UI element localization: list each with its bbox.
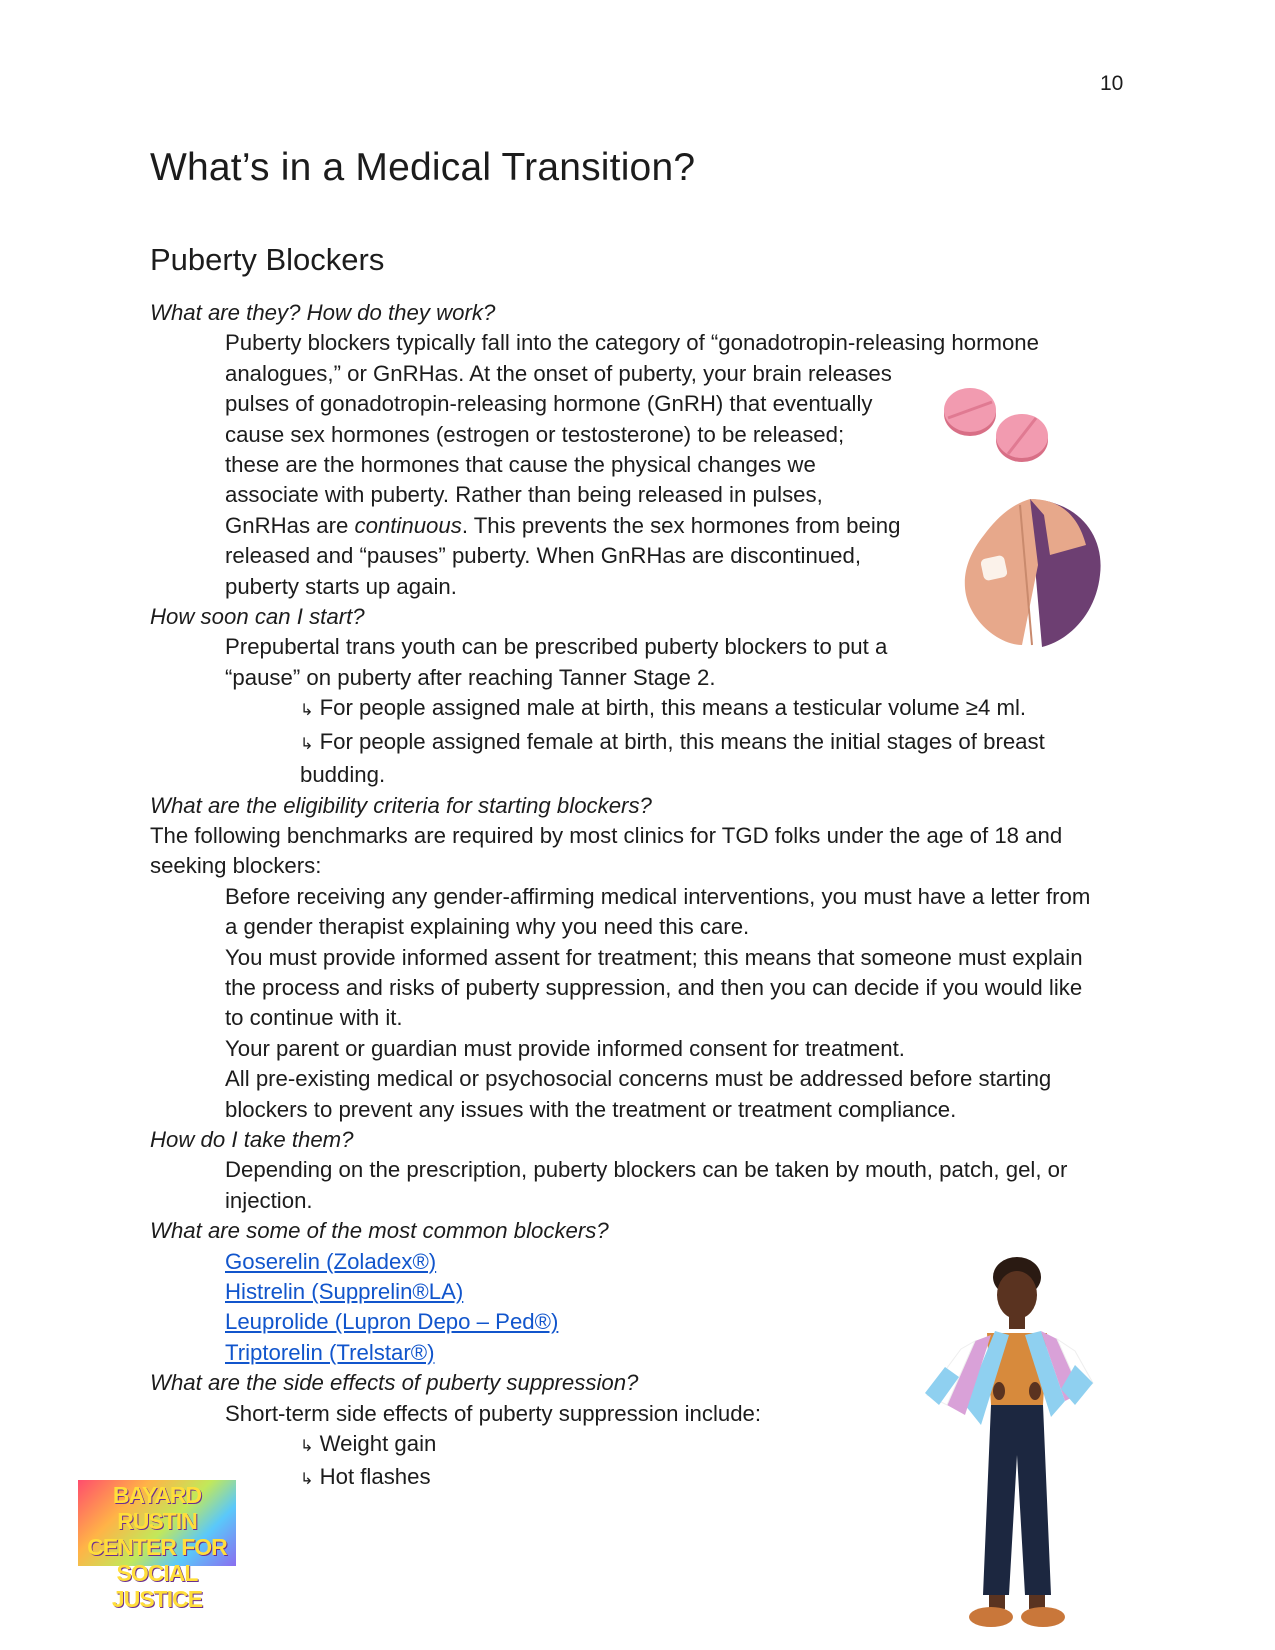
paragraph-line: Puberty blockers typically fall into the category of “gonadotropin-releasing hormone xyxy=(225,330,1039,356)
arrow-icon: ↳ xyxy=(300,735,314,753)
question-eligibility: What are the eligibility criteria for starting blockers? xyxy=(150,792,652,818)
paragraph-line xyxy=(150,511,955,541)
logo-line: BAYARD RUSTIN xyxy=(112,1482,202,1534)
criteria-line: a gender therapist explaining why you need this care. xyxy=(225,914,750,940)
pill-icon xyxy=(996,414,1048,462)
paragraph-line: Prepubertal trans youth can be prescribed puberty blockers to put a xyxy=(225,634,888,660)
paragraph-line: these are the hormones that cause the physical changes we xyxy=(225,452,816,478)
page-title: What’s in a Medical Transition? xyxy=(150,146,696,189)
text-segment: GnRHas are xyxy=(225,512,355,538)
paragraph-line: released and “pauses” puberty. When GnRHas are discontinued, xyxy=(225,543,861,569)
paragraph-line: puberty starts up again. xyxy=(225,573,457,599)
question-common-blockers: What are some of the most common blockers? xyxy=(150,1218,609,1244)
question-side-effects: What are the side effects of puberty suppression? xyxy=(150,1370,639,1396)
paragraph-line: injection. xyxy=(225,1187,313,1213)
arrow-icon: ↳ xyxy=(300,1438,314,1456)
link-histrelin[interactable]: Histrelin (Supprelin®LA) xyxy=(225,1279,464,1304)
paragraph-line: The following benchmarks are required by most clinics for TGD folks under the age of 18 and xyxy=(150,822,1063,848)
paragraph-line: associate with puberty. Rather than being released in pulses, xyxy=(225,482,823,508)
sub-bullet-text: Hot flashes xyxy=(319,1464,431,1490)
paragraph-line: cause sex hormones (estrogen or testosterone) to be released; xyxy=(225,421,845,447)
criteria-line: You must provide informed assent for treatment; this means that someone must explain xyxy=(225,944,1083,970)
text-segment: . This prevents the sex hormones from being xyxy=(461,512,901,538)
sub-bullet-text: For people assigned female at birth, this means the initial stages of breast xyxy=(319,728,1045,754)
arrow-icon: ↳ xyxy=(300,1471,314,1489)
paragraph-line: analogues,” or GnRHas. At the onset of puberty, your brain releases xyxy=(225,360,892,386)
question-how-soon: How soon can I start? xyxy=(150,604,365,630)
link-leuprolide[interactable]: Leuprolide (Lupron Depo – Ped®) xyxy=(225,1309,559,1335)
criteria-line: the process and risks of puberty suppression, and then you can decide if you would like xyxy=(225,974,1083,1000)
logo-line: CENTER FOR xyxy=(87,1534,227,1560)
emphasis-continuous: continuous xyxy=(354,512,462,538)
criteria-line: Before receiving any gender-affirming medical interventions, you must have a letter from xyxy=(225,883,1091,909)
paragraph-line: Depending on the prescription, puberty blockers can be taken by mouth, patch, gel, or xyxy=(225,1157,1068,1183)
criteria-line: All pre-existing medical or psychosocial concerns must be addressed before starting xyxy=(225,1066,1052,1092)
bayard-rustin-logo xyxy=(78,1480,236,1612)
criteria-line: blockers to prevent any issues with the treatment or treatment compliance. xyxy=(225,1096,957,1122)
question-how-they-work: What are they? How do they work? xyxy=(150,300,496,325)
criteria-line: Your parent or guardian must provide informed consent for treatment. xyxy=(225,1035,905,1061)
paragraph-line: seeking blockers: xyxy=(150,853,322,879)
logo-line: SOCIAL JUSTICE xyxy=(111,1560,203,1612)
section-title: Puberty Blockers xyxy=(150,242,385,277)
paragraph-line: Short-term side effects of puberty suppression include: xyxy=(225,1400,762,1426)
criteria-line: to continue with it. xyxy=(225,1005,403,1031)
sub-bullet xyxy=(150,727,1130,760)
sub-bullet-text: For people assigned male at birth, this means a testicular volume ≥4 ml. xyxy=(319,695,1027,721)
shoulder-patch-illustration xyxy=(960,495,1110,650)
arrow-icon: ↳ xyxy=(300,702,314,720)
sub-bullet xyxy=(150,693,1130,726)
person-trans-flag-illustration xyxy=(925,1255,1115,1650)
question-how-to-take: How do I take them? xyxy=(150,1126,354,1152)
link-goserelin[interactable]: Goserelin (Zoladex®) xyxy=(225,1248,437,1274)
pill-icon xyxy=(944,388,996,436)
link-triptorelin[interactable]: Triptorelin (Trelstar®) xyxy=(225,1339,435,1365)
pills-illustration xyxy=(940,380,1060,470)
page-number: 10 xyxy=(1100,72,1124,95)
paragraph-line: pulses of gonadotropin-releasing hormone (GnRH) that eventually xyxy=(225,391,873,417)
paragraph-line: “pause” on puberty after reaching Tanner Stage 2. xyxy=(225,664,716,690)
sub-bullet-text: Weight gain xyxy=(319,1431,437,1457)
sub-bullet-continuation: budding. xyxy=(300,762,386,788)
